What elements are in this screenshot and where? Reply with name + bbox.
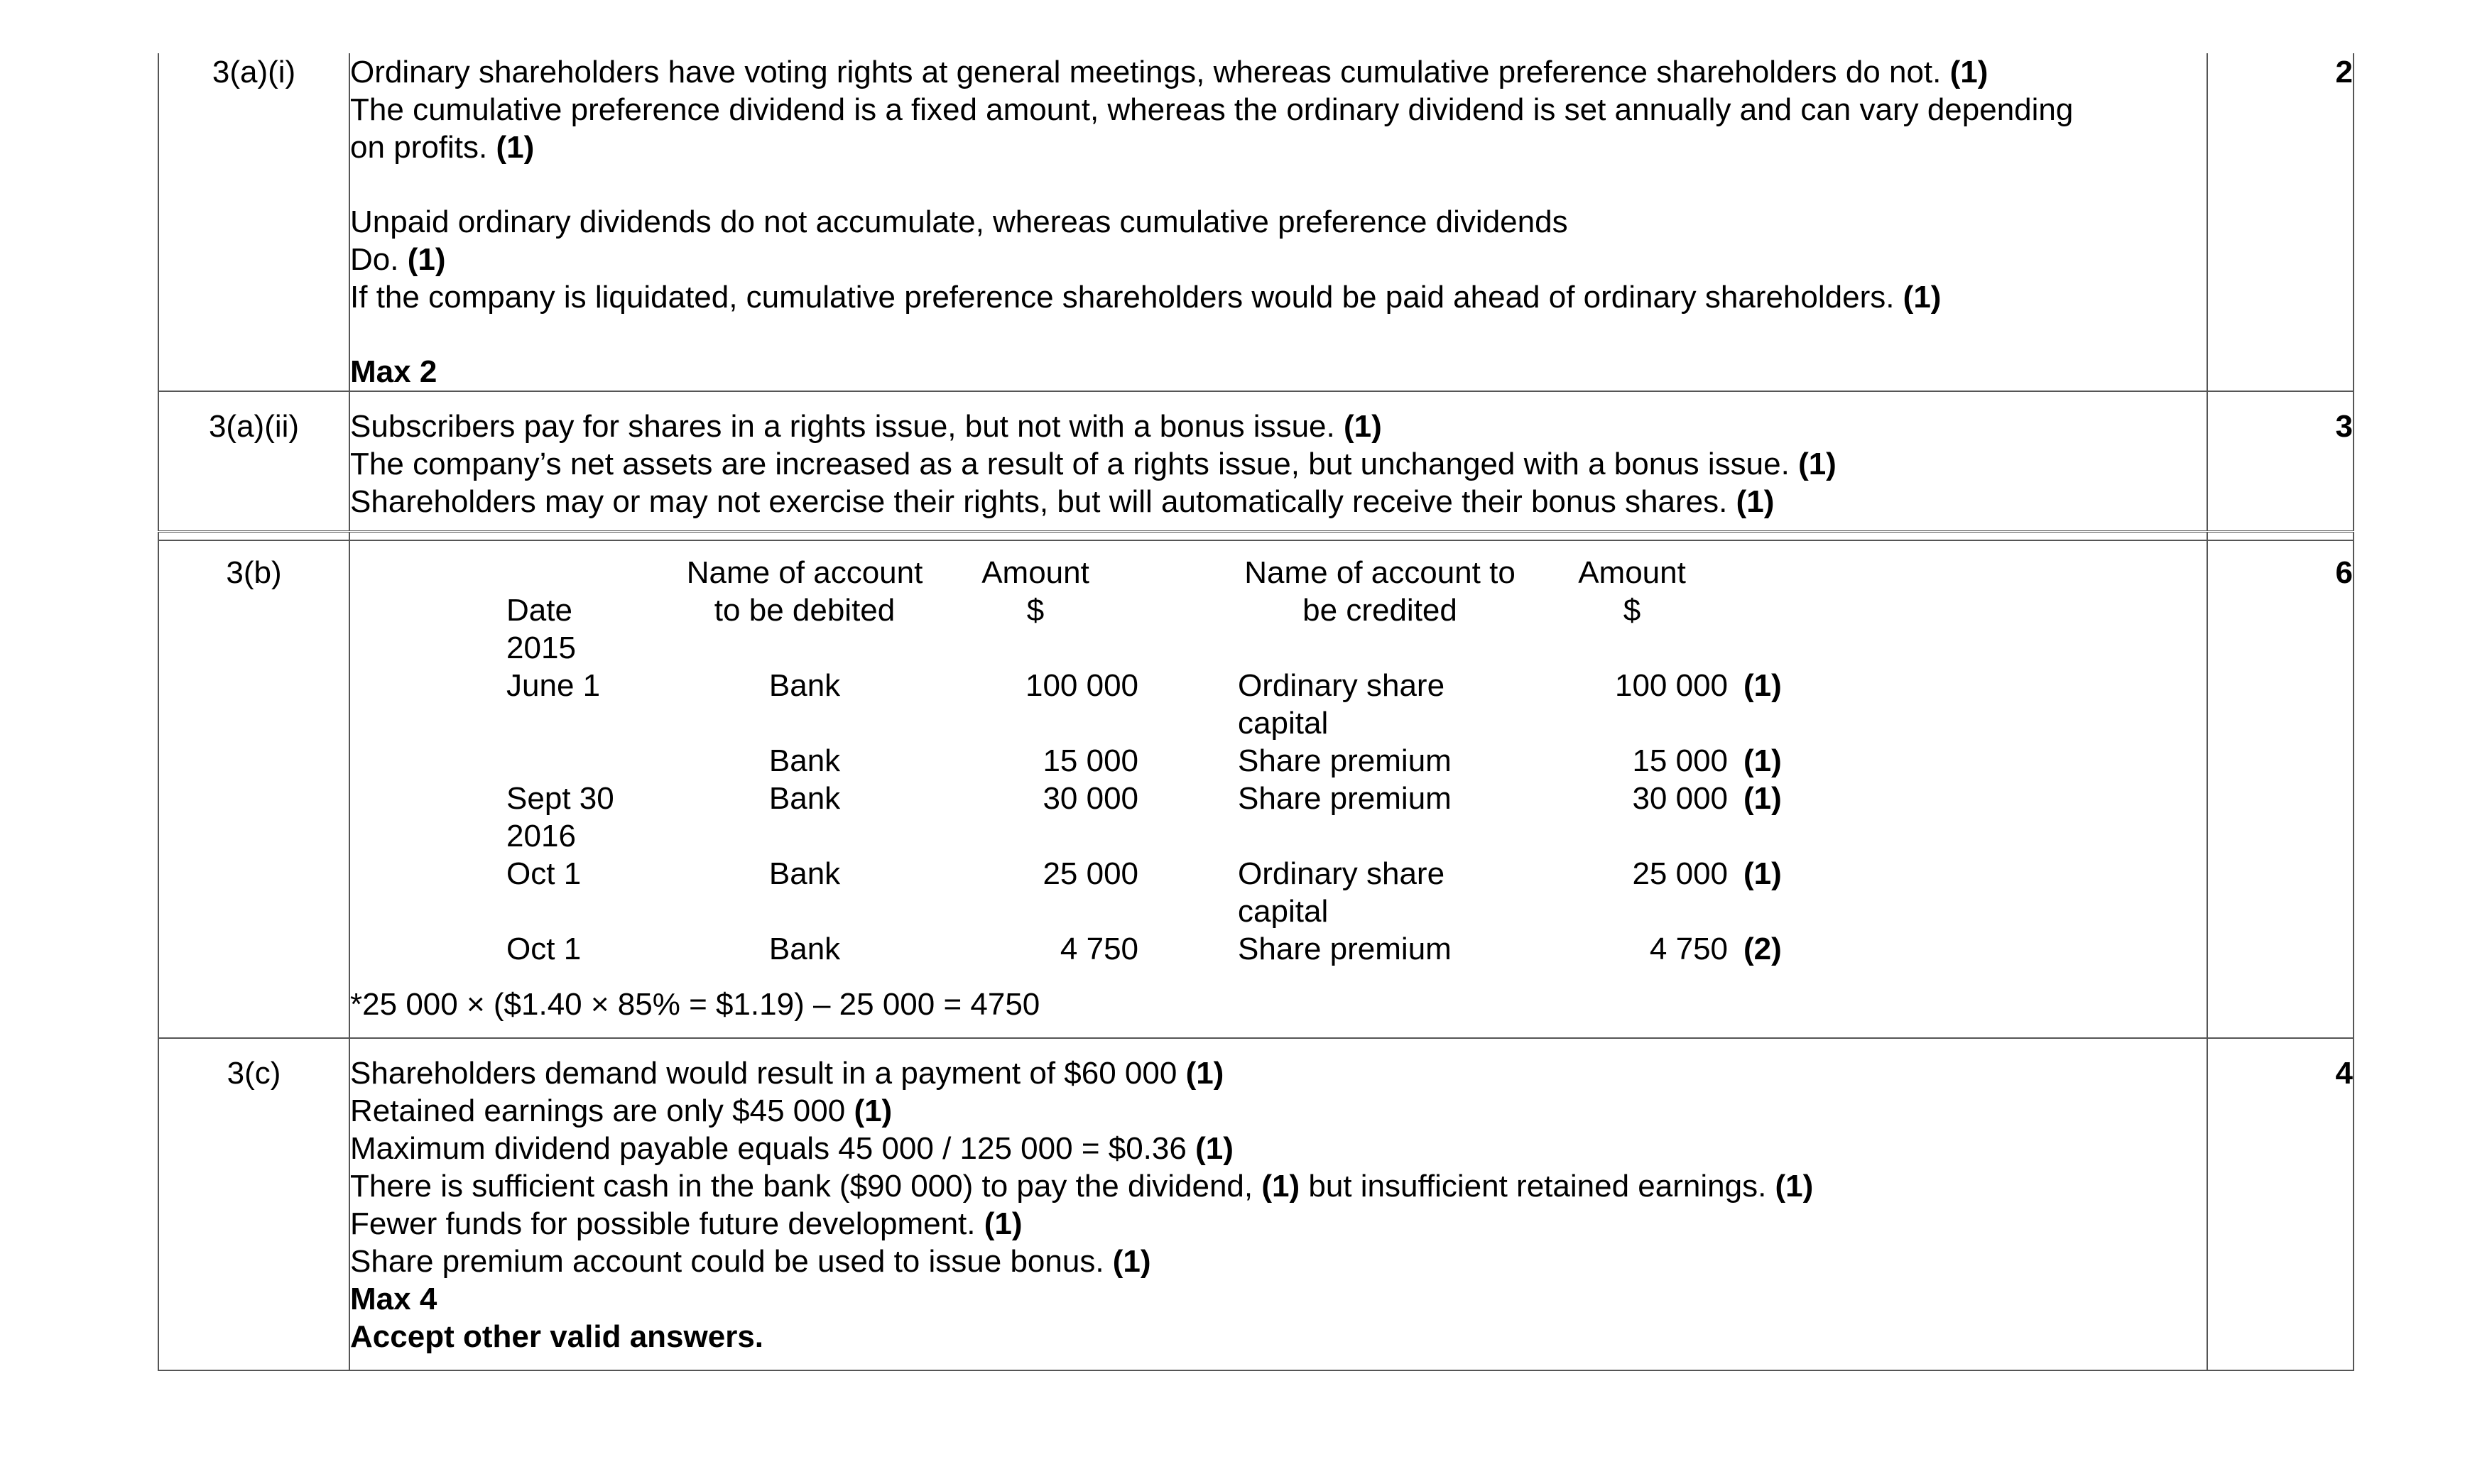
header-date: Date xyxy=(506,593,572,628)
entry-credit: Ordinary share xyxy=(1238,856,1445,891)
max-marks-note: Max 2 xyxy=(350,354,437,389)
header-debit: Name of account xyxy=(686,555,923,590)
mark-label: (1) xyxy=(1743,743,1782,778)
answer-line: Shareholders may or may not exercise their rights, but will automatically receive their bonus shares. (1) xyxy=(350,484,1775,519)
answer-line: Subscribers pay for shares in a rights issue, but not with a bonus issue. (1) xyxy=(350,409,1382,444)
entry-debit: Bank xyxy=(768,743,841,778)
question-number: 3(a)(i) xyxy=(158,53,349,391)
mark-label: (1) xyxy=(1743,668,1782,703)
marks-total: 6 xyxy=(2207,540,2354,1038)
answer-line: Share premium account could be used to issue bonus. (1) xyxy=(350,1244,1151,1279)
mark-label: (1) xyxy=(1775,1169,1814,1204)
header-amount-debit-unit: $ xyxy=(1026,593,1045,628)
answer-line: Do. (1) xyxy=(350,242,446,277)
table-row xyxy=(158,540,2354,1038)
table-row xyxy=(158,391,2354,532)
entry-amount-debit: 100 000 xyxy=(1025,668,1139,703)
entry-date: 2016 xyxy=(506,819,576,853)
entry-debit: Bank xyxy=(768,668,841,703)
header-credit: Name of account to xyxy=(1244,555,1516,590)
mark-label: (1) xyxy=(854,1093,893,1128)
marks-total: 2 xyxy=(2207,53,2354,391)
entry-date: Oct 1 xyxy=(506,856,582,891)
entry-amount-debit: 4 750 xyxy=(1060,932,1139,966)
answer-cell xyxy=(349,53,2207,391)
header-amount-credit-unit: $ xyxy=(1623,593,1641,628)
calculation-note: *25 000 × ($1.40 × 85% = $1.19) – 25 000 = 4750 xyxy=(350,987,1040,1022)
answer-line: The cumulative preference dividend is a fixed amount, whereas the ordinary dividend is set annually and can vary depending xyxy=(350,92,2074,127)
answer-line: Retained earnings are only $45 000 (1) xyxy=(350,1093,893,1128)
mark-label: (1) xyxy=(1736,484,1775,519)
mark-label: (1) xyxy=(407,242,446,277)
entry-debit: Bank xyxy=(768,781,841,816)
entry-amount-debit: 25 000 xyxy=(1043,856,1139,891)
mark-label: (1) xyxy=(496,130,535,165)
mark-label: (1) xyxy=(1343,409,1382,444)
row-separator xyxy=(158,532,2354,541)
question-number: 3(a)(ii) xyxy=(158,391,349,532)
entry-credit: Share premium xyxy=(1238,743,1452,778)
mark-label: (1) xyxy=(1798,447,1837,481)
question-number: 3(c) xyxy=(158,1038,349,1370)
mark-label: (1) xyxy=(1112,1244,1151,1279)
mark-scheme xyxy=(158,53,2354,1371)
journal-entries xyxy=(350,554,2207,980)
answer-line: Shareholders demand would result in a payment of $60 000 (1) xyxy=(350,1056,1224,1091)
mark-label: (1) xyxy=(1903,280,1942,315)
entry-amount-credit: 15 000 xyxy=(1632,743,1729,778)
accept-other-note: Accept other valid answers. xyxy=(350,1319,764,1354)
answer-cell xyxy=(349,1038,2207,1370)
answer-line: The company’s net assets are increased as a result of a rights issue, but unchanged with a bonus issue. (1) xyxy=(350,447,1837,481)
entry-credit-line2: capital xyxy=(1238,894,1329,929)
entry-amount-debit: 30 000 xyxy=(1043,781,1139,816)
header-amount-credit: Amount xyxy=(1578,555,1686,590)
answer-line: There is sufficient cash in the bank ($90 000) to pay the dividend, (1) but insufficient retained earnings. (1) xyxy=(350,1169,1814,1204)
answer-line: Fewer funds for possible future development. (1) xyxy=(350,1206,1023,1241)
answer-line: Maximum dividend payable equals 45 000 / 125 000 = $0.36 (1) xyxy=(350,1131,1234,1166)
mark-label: (1) xyxy=(1949,55,1988,89)
question-number: 3(b) xyxy=(158,540,349,1038)
answer-line: on profits. (1) xyxy=(350,130,535,165)
entry-date: Oct 1 xyxy=(506,932,582,966)
entry-amount-credit: 25 000 xyxy=(1632,856,1729,891)
header-debit-line2: to be debited xyxy=(714,593,896,628)
entry-credit: Ordinary share xyxy=(1238,668,1445,703)
mark-label: (1) xyxy=(984,1206,1023,1241)
entry-credit: Share premium xyxy=(1238,932,1452,966)
answer-line: Unpaid ordinary dividends do not accumulate, whereas cumulative preference dividends xyxy=(350,204,1568,239)
mark-label: (1) xyxy=(1195,1131,1234,1166)
entry-debit: Bank xyxy=(768,856,841,891)
marks-total: 4 xyxy=(2207,1038,2354,1370)
max-marks-note: Max 4 xyxy=(350,1282,437,1316)
entry-credit-line2: capital xyxy=(1238,706,1329,741)
mark-label: (1) xyxy=(1185,1056,1224,1091)
entry-amount-credit: 100 000 xyxy=(1614,668,1729,703)
entry-debit: Bank xyxy=(768,932,841,966)
entry-date: 2015 xyxy=(506,631,576,665)
mark-label: (1) xyxy=(1261,1169,1300,1204)
entry-amount-credit: 4 750 xyxy=(1649,932,1729,966)
entry-amount-credit: 30 000 xyxy=(1632,781,1729,816)
entry-credit: Share premium xyxy=(1238,781,1452,816)
answer-cell xyxy=(349,540,2207,1038)
entry-date: June 1 xyxy=(506,668,601,703)
mark-label: (1) xyxy=(1743,856,1782,891)
entry-date: Sept 30 xyxy=(506,781,614,816)
mark-label: (1) xyxy=(1743,781,1782,816)
header-amount-debit: Amount xyxy=(981,555,1089,590)
mark-scheme-table xyxy=(158,53,2354,1371)
table-row xyxy=(158,53,2354,391)
mark-label: (2) xyxy=(1743,932,1782,966)
header-credit-line2: be credited xyxy=(1302,593,1457,628)
answer-line: Ordinary shareholders have voting rights at general meetings, whereas cumulative preference shareholders do not. (1) xyxy=(350,55,1988,89)
marks-total: 3 xyxy=(2207,391,2354,532)
answer-line: If the company is liquidated, cumulative preference shareholders would be paid ahead of ordinary shareholders. (1) xyxy=(350,280,1942,315)
table-row xyxy=(158,1038,2354,1370)
entry-amount-debit: 15 000 xyxy=(1043,743,1139,778)
answer-cell xyxy=(349,391,2207,532)
